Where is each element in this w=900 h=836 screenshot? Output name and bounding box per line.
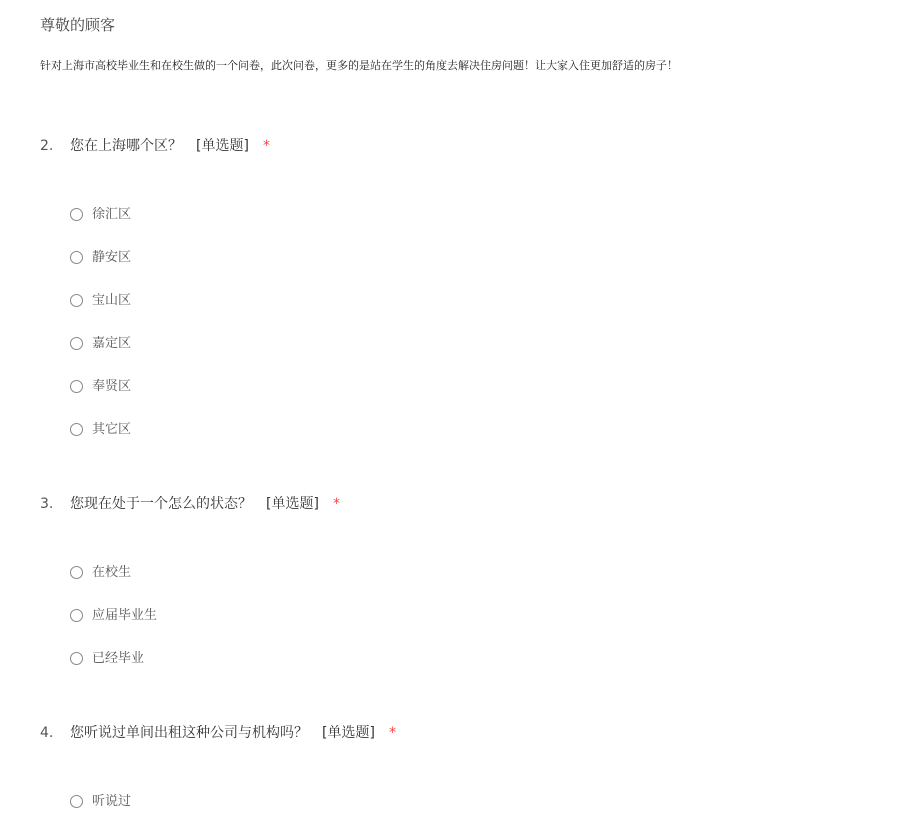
question-number: 4.: [40, 725, 54, 741]
option-label[interactable]: 听说过: [92, 794, 132, 809]
question-title: [40, 494, 880, 514]
radio-button[interactable]: [70, 566, 83, 579]
question-text: 您现在处于一个怎么的状态？: [70, 496, 252, 512]
radio-button[interactable]: [70, 795, 83, 808]
greeting-heading: 尊敬的顾客: [40, 16, 116, 34]
option-label[interactable]: 奉贤区: [92, 379, 132, 394]
radio-button[interactable]: [70, 294, 83, 307]
question-type: [单选题]: [322, 725, 375, 741]
question-text: 您在上海哪个区？: [70, 138, 182, 154]
question-title: [40, 723, 880, 743]
option-list: [70, 206, 131, 464]
required-marker: *: [388, 725, 396, 741]
option-other-district[interactable]: [70, 421, 131, 464]
option-current-student[interactable]: [70, 564, 157, 607]
option-graduated[interactable]: [70, 650, 157, 693]
option-jingan[interactable]: [70, 249, 131, 292]
required-marker: *: [262, 138, 270, 154]
question-number: 3.: [40, 496, 54, 512]
question-rental-awareness: [40, 723, 880, 809]
option-label[interactable]: 在校生: [92, 565, 132, 580]
option-fresh-graduate[interactable]: [70, 607, 157, 650]
required-marker: *: [332, 496, 340, 512]
option-label[interactable]: 嘉定区: [92, 336, 132, 351]
option-label[interactable]: 其它区: [92, 422, 132, 437]
question-title: [40, 136, 880, 156]
option-label[interactable]: 应届毕业生: [92, 608, 158, 623]
option-baoshan[interactable]: [70, 292, 131, 335]
radio-button[interactable]: [70, 609, 83, 622]
option-jiading[interactable]: [70, 335, 131, 378]
survey-intro: 针对上海市高校毕业生和在校生做的一个问卷，此次问卷，更多的是站在学生的角度去解决住房问题！让大家入住更加舒适的房子！: [40, 59, 678, 72]
option-list: [70, 564, 157, 693]
option-label[interactable]: 宝山区: [92, 293, 132, 308]
question-status: [40, 494, 880, 666]
option-xuhui[interactable]: [70, 206, 131, 249]
question-text: 您听说过单间出租这种公司与机构吗？: [70, 725, 308, 741]
radio-button[interactable]: [70, 652, 83, 665]
option-label[interactable]: 静安区: [92, 250, 132, 265]
radio-button[interactable]: [70, 208, 83, 221]
option-heard-of[interactable]: [70, 793, 131, 836]
question-district: [40, 136, 880, 437]
radio-button[interactable]: [70, 380, 83, 393]
question-number: 2.: [40, 138, 54, 154]
option-list: [70, 793, 131, 836]
option-label[interactable]: 徐汇区: [92, 207, 132, 222]
question-type: [单选题]: [266, 496, 319, 512]
option-label[interactable]: 已经毕业: [92, 651, 145, 666]
radio-button[interactable]: [70, 423, 83, 436]
radio-button[interactable]: [70, 251, 83, 264]
question-type: [单选题]: [196, 138, 249, 154]
radio-button[interactable]: [70, 337, 83, 350]
option-fengxian[interactable]: [70, 378, 131, 421]
